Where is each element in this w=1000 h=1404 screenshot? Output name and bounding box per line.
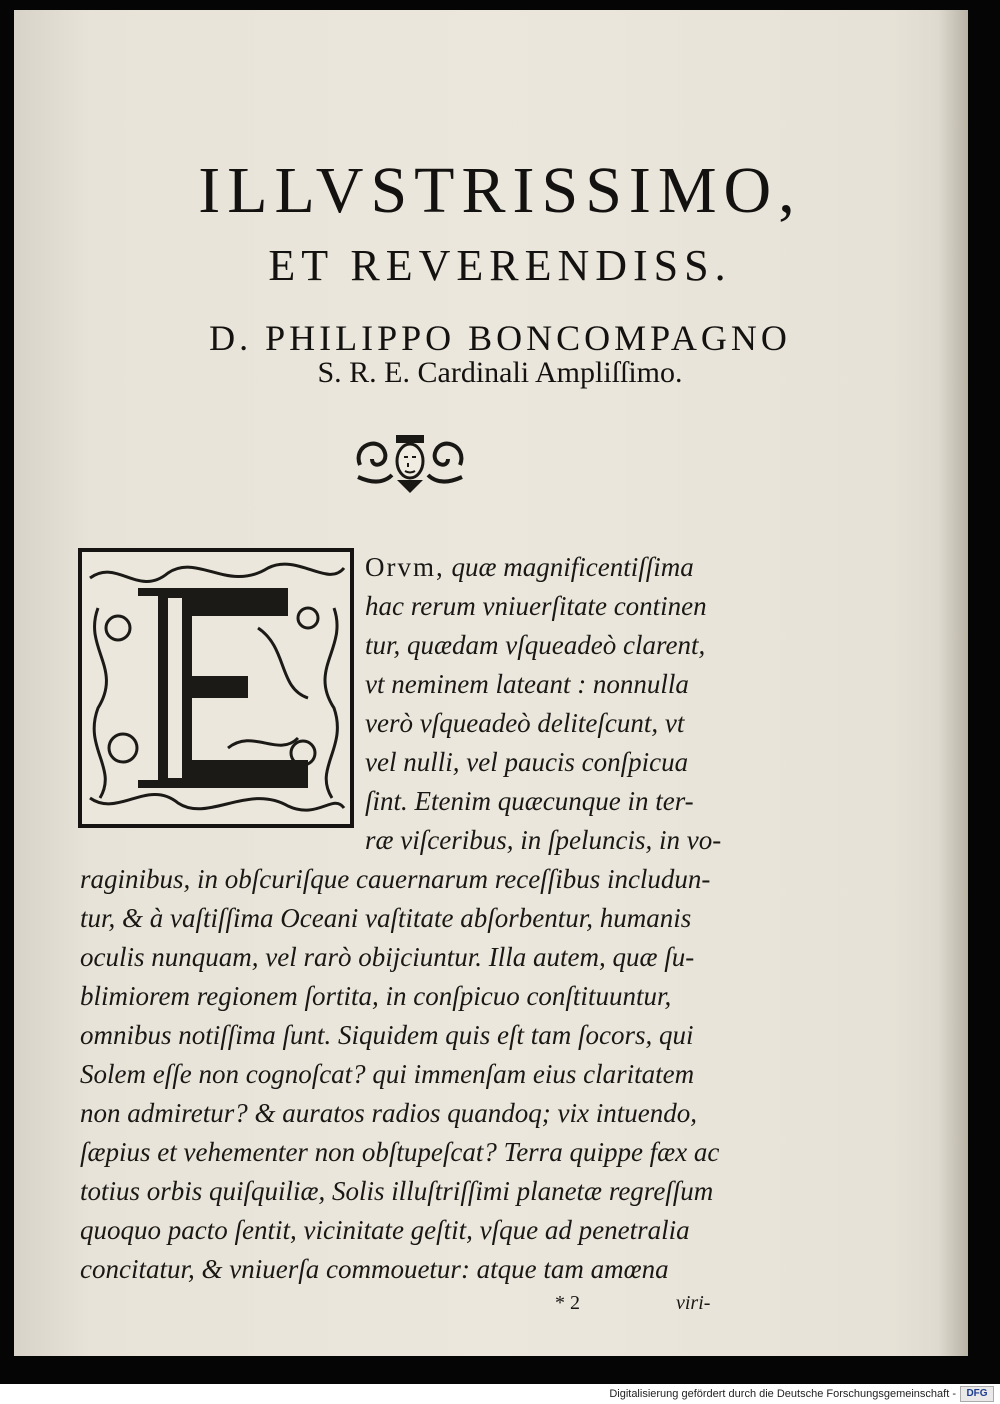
head-ornament-icon <box>350 425 470 495</box>
body-line: blimiorem regionem ſortita, in conſpicuo conſtituuntur, <box>80 981 672 1011</box>
body-line: quoquo pacto ſentit, vicinitate geſtit, vſque ad penetralia <box>80 1215 690 1245</box>
title-line-1: ILLVSTRISSIMO, <box>198 154 802 227</box>
dfg-logo: DFG <box>960 1386 994 1402</box>
body-line: totius orbis quiſquiliæ, Solis illuſtriſſimi planetæ regreſſum <box>80 1176 714 1206</box>
body-line: ræ viſceribus, in ſpeluncis, in vo- <box>365 825 722 855</box>
body-line: ſint. Etenim quæcunque in ter- <box>365 786 694 816</box>
body-line: Solem eſſe non cognoſcat? qui immenſam eius claritatem <box>80 1059 695 1089</box>
signature-mark: * 2 <box>555 1292 580 1314</box>
body-line-text: quæ magnificentiſſima <box>444 552 694 582</box>
body-line: hac rerum vniuerſitate continen <box>365 591 707 621</box>
title-line-4: S. R. E. Cardinali Ampliſſimo. <box>317 356 683 389</box>
body-line: tur, & à vaſtiſſima Oceani vaſtitate abſorbentur, humanis <box>80 903 692 933</box>
catchword: viri- <box>676 1292 711 1314</box>
body-line: tur, quædam vſqueadeò clarent, <box>365 630 706 660</box>
body-line: non admiretur? & auratos radios quandoq; vix intuendo, <box>80 1098 697 1128</box>
title-line-2: ET REVERENDISS. <box>268 241 732 290</box>
title-line-3: D. PHILIPPO BONCOMPAGNO <box>209 318 791 358</box>
body-line: oculis nunquam, vel rarò obijciuntur. Illa autem, quæ ſu- <box>80 942 695 972</box>
decorated-initial-e-icon <box>78 548 354 828</box>
body-line: concitatur, & vniuerſa commouetur: atque tam amœna <box>80 1254 669 1284</box>
body-line: omnibus notiſſima ſunt. Siquidem quis eſt tam ſocors, qui <box>80 1020 694 1050</box>
body-line: verò vſqueadeò deliteſcunt, vt <box>365 708 685 738</box>
body-line <box>365 554 694 581</box>
opening-smallcaps: Orvm, <box>365 552 445 582</box>
body-line: raginibus, in obſcuriſque cauernarum receſſibus includun- <box>80 864 711 894</box>
body-line: ſæpius et vehementer non obſtupeſcat? Terra quippe fæx ac <box>80 1137 720 1167</box>
digitization-credit: Digitalisierung gefördert durch die Deutsche Forschungsgemeinschaft - <box>609 1388 956 1400</box>
body-line: vt neminem lateant : nonnulla <box>365 669 689 699</box>
body-line: vel nulli, vel paucis conſpicua <box>365 747 689 777</box>
